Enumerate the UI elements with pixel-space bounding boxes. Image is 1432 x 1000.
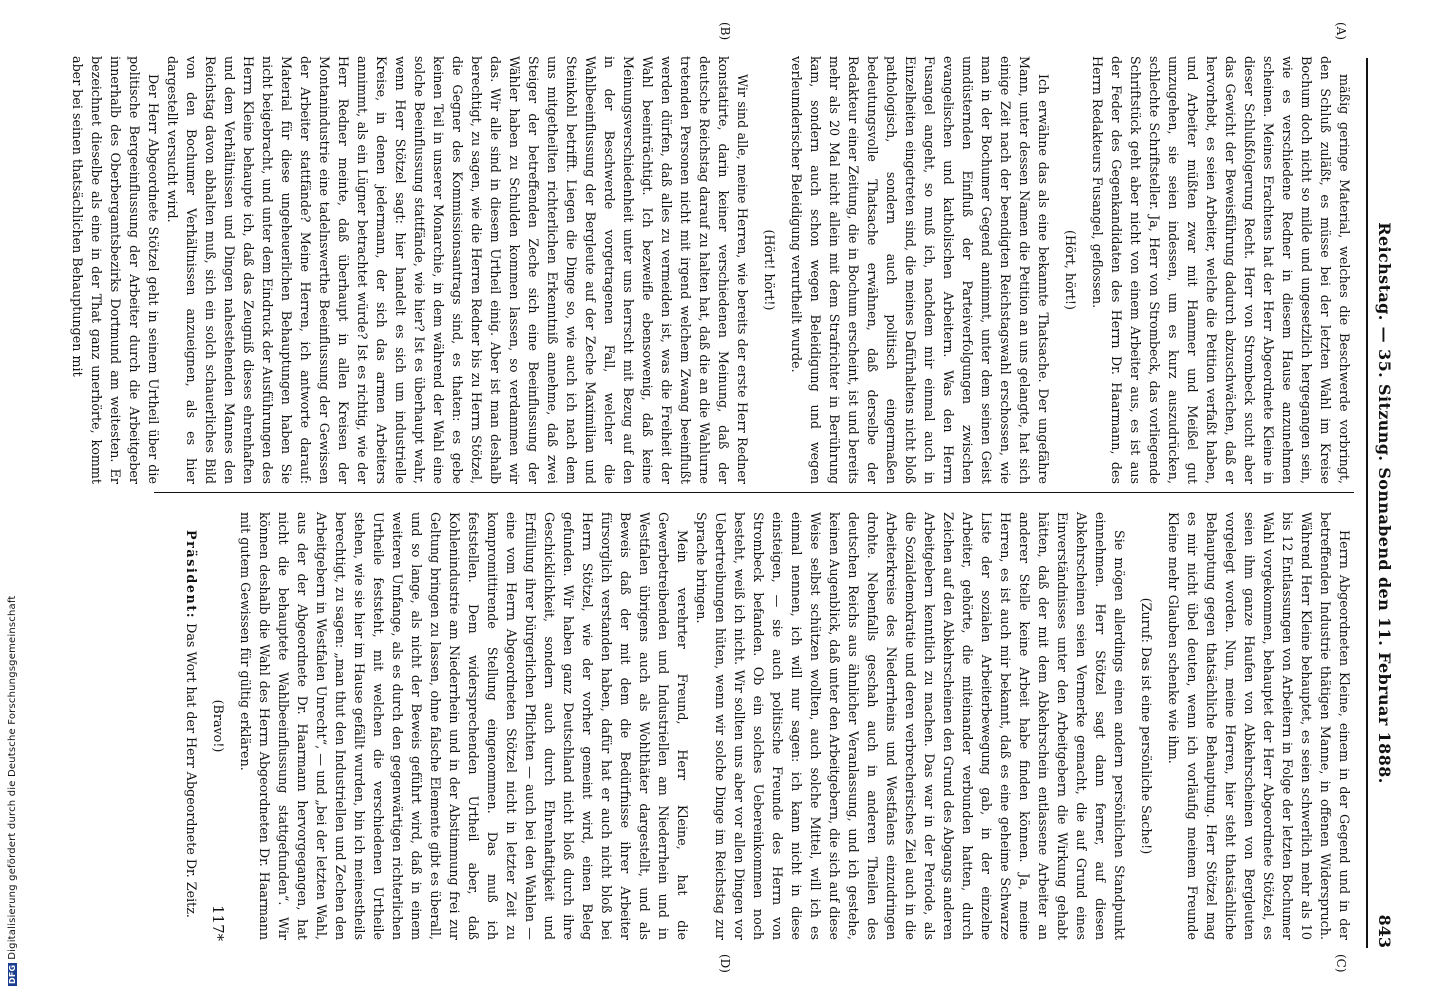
column-divider <box>154 492 1354 493</box>
right-column <box>182 512 1354 940</box>
scanned-page <box>70 0 1432 1000</box>
right-paragraph-3: Mein verehrter Freund, Herr Kleine, hat die Gewerbetreibenden und Industriellen am Niederrhein und in Westfalen übrigens auch als Wohlthäter dargestellt, und als Beweis daß der mit dem die Bedürfnisse ihrer Arbeiter fürsorglich verstanden haben, dafür hat er auch nicht bloß bei Herrn Stötzel, wie der vorher gemeint wird, einen Beleg gefunden. Wir haben ganz Deutschland nicht bloß durch ihre Geschicklichkeit, sondern auch durch Ehrenhaftigkeit und Erfüllung ihrer bürgerlichen Pflichten — auch bei den Wahlen — eine vom Herrn Abgeordneten Stötzel nicht in letzter Zeit zu kompromittirende Stellung eingenommen. Das muß ich feststellen. Dem widersprechenden Urtheil aber, daß Kohlenindustrie am Niederrhein und in der Abstimmung frei zur Geltung bringen zu lassen, ohne falsche Elemente gibt es überall, und so lange, als nicht der Beweis geführt wird, daß in einem weiteren Umfange, als es durch den gegenwärtigen richterlichen Urtheile feststeht, mit welchen die verschiedenen Urtheile stehen, wie sie hier im Hause gefällt wurden, bin ich meinestheils berechtigt, zu sagen: „man thut den Industriellen und Zechen den Arbeitgebern in Westfalen Unrecht“, — und „bei der letzten Wahl, aus der der Abgeordnete Dr. Haarmann hervorgegangen, hat nicht die behauptete Wahlbeeinflussung stattgefunden“. Wir können deshalb die Wahl des Herrn Abgeordneten Dr. Haarmann mit gutem Gewissen für gültig erklären. <box>238 512 690 940</box>
right-aside-2: (Bravo!) <box>211 699 226 753</box>
left-paragraph-2: Ich erwähne das als eine bekannte Thatsache. Der ungefähre Mann, unter dessen Namen die Petition an uns gelangte, hat sich einige Zeit nach der beendigten Reichstagswahl erschossen, wie man in der Bochumer Gegend annimmt, unter dem seinen Geist umdüsternden Einfluß der Parteiverfolgungen zwischen evangelischen und katholischen Arbeitern. Was den Herrn Fusangel angeht, so muß ich, nachdem mir einmal auch in Einzelheiten eingetreten sind, die meines Dafürhaltens nicht bloß pathologisch, sondern auch politisch eingermaßen bedeutungsvolle Thatsache erwähnen, daß derselbe der Redakteur einer Zeitung, die in Bochum erscheint, ist und bereits mehr als 20 Mal nicht allein mit dem Strafrichter in Berührung kam, sondern auch schon wegen Beleidigung und wegen verleumderischer Beleidigung verurtheilt wurde. <box>789 56 1051 484</box>
header-title: Reichstag. — 35. Sitzung. Sonnabend den 11. Februar 1888. <box>1375 222 1394 784</box>
left-aside-2: (Hört! hört!) <box>762 229 777 311</box>
left-aside-1: (Hört, hört!) <box>1063 230 1078 310</box>
president-label: Präsident: <box>184 530 199 620</box>
left-paragraph-1: mäßig geringe Material, welches die Beschwerde vorbringt, den Schluß zuläßt, es müsse bei der letzten Wahl im Kreise Bochum doch nicht so milde und ungesetzlich hergegangen sein, wie es verschiedene Redner in diesem Hause anzunehmen scheinen. Meines Erachtens hat der Herr Abgeordnete Kleine in dieser Schlußfolgerung Recht. Herr von Strombeck sucht aber das Gewicht der Beweisführung dadurch abzuschwächen, daß er hervorhebt, es seien Arbeiter, welche die Petition verfaßt haben, und Arbeiter müßten zwar mit Hammer und Meißel gut umzugehen, sie seien indessen, um es kurz auszudrücken, schlechte Schriftsteller. Ja, Herr von Strombeck, das vorliegende Schriftstück geht aber nicht von einem Arbeiter aus, es ist aus der Feder des Gegenkandidaten des Herrn Dr. Haarmann, des Herrn Redakteurs Fusangel, geflossen. <box>1090 56 1352 484</box>
left-margin-strip <box>0 0 18 1000</box>
right-paragraph-1: Herrn Abgeordneten Kleine, einem in der Gegend und in der betreffenden Industrie thätigen Manne, in offenen Widerspruch. Während Herr Kleine behauptet, es seien schwerlich mehr als 10 bis 12 Entlassungen von Arbeitern in Folge der letzten Bochumer Wahl vorgekommen, behauptet der Herr Abgeordnete Stötzel, es seien ihm ganze Haufen von Abkehrscheinen von Bergleuten vorgelegt worden. Nun, meine Herren, hier steht thatsächliche Behauptung gegen thatsächliche Behauptung. Herr Stötzel mag es mir nicht übel deuten, wenn ich vorläufig meinem Freunde Kleine mehr Glauben schenke wie ihm. <box>1166 512 1352 940</box>
margin-letter-d: (D) <box>718 954 732 973</box>
president-speech: Das Wort hat der Herr Abgeordnete Dr. Zeitz. <box>184 623 199 918</box>
right-aside-1: (Zuruf: Das ist eine persönliche Sache!) <box>1139 597 1154 855</box>
left-paragraph-4: Der Herr Abgeordnete Stötzel geht in seinem Urtheil über die politische Bergeeinflussung der Arbeiter durch die Arbeitgeber innerhalb des Oberbergamtsbezirks Dortmund am weitesten. Er bezeichnet dieselbe als eine in der That ganz unerhörte, kommt aber bei seinen thatsächlichen Behauptungen mit <box>70 56 161 484</box>
right-paragraph-2: Sie mögen allerdings einen andern persönlichen Standpunkt einnehmen. Herr Stötzel sagt dann ferner, auf diesen Abkehrscheinen seien Vermerke gemacht, die auf Grund eines Einverständnisses unter den Arbeitgebern die Wirkung gehabt hätten, daß der mit dem Abkehrschein entlassene Arbeiter an anderer Stelle keine Arbeit habe finden können. Ja, meine Herren, es ist auch mir bekannt, daß es eine geheime Schwarze Liste der sozialen Arbeiterbewegung gab, in der einzelne Arbeiter, gehörte, die miteinander verbunden hatten, durch Zeichen auf den Abkehrscheinen den Grund des Abgangs anderen Arbeitgebern kenntlich zu machen. Das war in der Periode, als die Sozialdemokratie und deren verbrecherisches Ziel auch in die Arbeiterkreise des Niederrheins und Westfalens einzudringen drohte. Nebenfalls geschah auch in anderen Theilen des deutschen Reichs aus ähnlicher Veranlassung, und ich gestehe, keinen Augenblick, daß unter den Arbeitgebern, die sich auf diese Weise selbst schützen wollten, auch solche Mittel, will ich es einmal nennen, ich will nur sagen: ich kann nicht in diese einsteigen, — sie auch politische Freunde des Herrn von Strombeck befanden. Ob ein solches Uebereinkommen noch besteht, weiß ich nicht. Wir sollten uns aber vor allen Dingen vor Uebertreibungen hüten, wenn wir solche Dinge im Reichstag zur Sprache bringen. <box>694 512 1127 940</box>
margin-letter-a: (A) <box>1334 22 1348 41</box>
margin-letter-b: (B) <box>718 22 732 41</box>
page-number: 843 <box>1375 914 1394 948</box>
signature-mark: 117* <box>209 905 227 942</box>
margin-letter-c: (C) <box>1334 954 1348 973</box>
page-header <box>1366 58 1398 948</box>
credit-text: Digitalisierung gefördert durch die Deutsche Forschungsgemeinschaft <box>7 595 18 960</box>
dfg-logo: DFG <box>8 964 17 984</box>
right-paragraph-4 <box>182 512 201 940</box>
left-paragraph-3: Wir sind alle, meine Herren, wie bereits der erste Herr Redner konstatirte, darin keiner verschiedenen Meinung, daß der deutsche Reichstag darauf zu halten hat, daß die an die Wahlurne tretenden Personen nicht mit irgend welchem Zwang beeinflußt werden dürfen, daß alles zu vermeiden ist, was die Freiheit der Wahl beeinträchtigt. Ich bezweifle ebensowenig, daß keine Meinungsverschiedenheit unter uns herrscht mit Bezug auf den in der Beschwerde vorgetragenen Fall, welcher die Wahlbeeinflussung der Bergleute auf der Zeche Maximilian und Steinkohl betrifft. Liegen die Dinge so, wie auch ich nach dem uns mitgetheilten richterlichen Erkenntniß annehme, daß zwei Steiger der betreffenden Zeche sich eine Beeinflussung der Wähler haben zu Schulden kommen lassen, so verdammen wir das. Wir alle sind in diesem Urtheil einig. Aber ist man deshalb berechtigt, zu sagen, wie die Herren Redner bis zu Herrn Stötzel, die Gegner des Kommissionsantrags sind, es thaten: es gebe keinen Teil in unserer Monarchie, in dem während der Wahl eine solche Beeinflussung stattfände, wie hier? Ist es überhaupt wahr, wenn Herr Stötzel sagt: hier handelt es sich um industrielle Kreise, in denen jedermann, der sich das armen Arbeiters annimmt, als ein Lügner betrachtet würde? Ist es richtig, wie der Herr Redner meinte, daß überhaupt in allen Kreisen der Montanindustrie eine tadelnswerthe Beeinflussung der Gewissen der Arbeiter stattfände? Meine Herren, ich antworte darauf: Material für diese ungeheuerlichen Behauptungen haben Sie nicht beigebracht, und unter dem Eindruck der Ausführungen des Herrn Kleine behaupte ich, daß das Zeugniß dieses ehrenhaften und dem Verhältnissen und Dingen nahestehenden Mannes den Reichstag davon abhalten muß, sich ein solch schauerliches Bild von den Bochumer Verhältnissen anzueignen, als es hier dargestellt versucht wird. <box>165 56 750 484</box>
digitization-credit <box>7 595 18 986</box>
left-column <box>68 56 1354 484</box>
